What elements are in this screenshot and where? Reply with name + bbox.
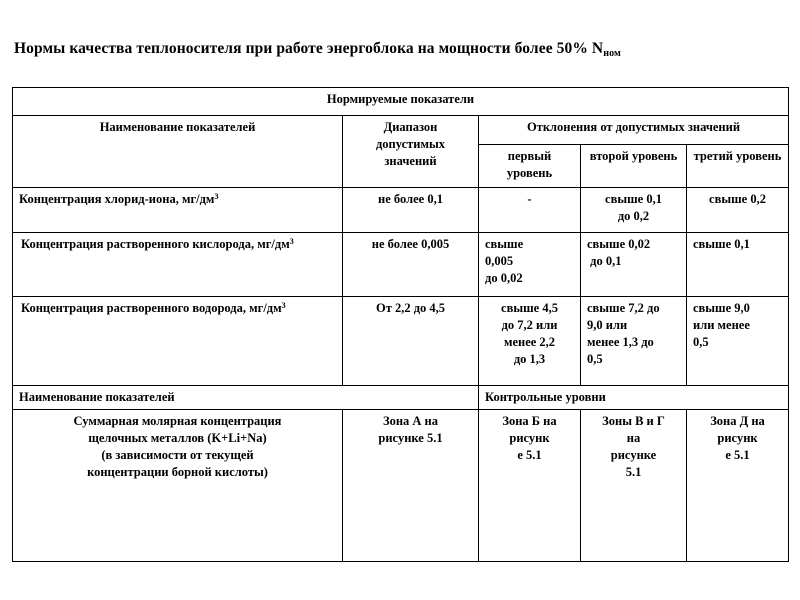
zone-a: Зона А на рисунке 5.1 <box>343 410 479 562</box>
table-row <box>13 233 789 297</box>
row-level2: свыше 0,1 до 0,2 <box>581 188 687 233</box>
zone-d: Зона Д на рисунк е 5.1 <box>687 410 789 562</box>
table-header-row <box>13 386 789 410</box>
table-row <box>13 188 789 233</box>
col-header-control: Контрольные уровни <box>479 386 789 410</box>
row-level1: - <box>479 188 581 233</box>
zone-b: Зона Б на рисунк е 5.1 <box>479 410 581 562</box>
row-level3: свыше 9,0 или менее 0,5 <box>687 297 789 386</box>
table-header-row <box>13 116 789 145</box>
row-level1: свыше 4,5 до 7,2 или менее 2,2 до 1,3 <box>479 297 581 386</box>
row-range: не более 0,1 <box>343 188 479 233</box>
row-name: Концентрация растворенного водорода, $мг/дм^3$ <box>13 297 343 386</box>
col-header-deviations: Отклонения от допустимых значений <box>479 116 789 145</box>
col-header-level1: первый уровень <box>479 145 581 188</box>
row-range: не более 0,005 <box>343 233 479 297</box>
row-level1: свыше 0,005 до 0,02 <box>479 233 581 297</box>
title-subscript: ном <box>603 48 621 59</box>
row-name: Концентрация хлорид-иона, $мг/дм^3$ <box>13 188 343 233</box>
row-name-alkali: Суммарная молярная концентрация щелочных металлов (K+Li+Na) (в зависимости от текущей концентрации борной кислоты) <box>13 410 343 562</box>
row-name: Концентрация растворенного кислорода, $мг/дм^3$ <box>13 233 343 297</box>
zone-vg: Зоны В и Г на рисунке 5.1 <box>581 410 687 562</box>
page-title: Нормы качества теплоносителя при работе энергоблока на мощности более 50% $N_{ном}$ <box>14 40 621 59</box>
row-level3: свыше 0,2 <box>687 188 789 233</box>
header-main: Нормируемые показатели <box>13 88 789 116</box>
row-level2: свыше 0,02 до 0,1 <box>581 233 687 297</box>
col-header-level3: третий уровень <box>687 145 789 188</box>
row-level3: свыше 0,1 <box>687 233 789 297</box>
col-header-range: Диапазон допустимых значений <box>343 116 479 188</box>
table-header-row <box>13 88 789 116</box>
col-header-level2: второй уровень <box>581 145 687 188</box>
col-header-name2: Наименование показателей <box>13 386 479 410</box>
row-range: От 2,2 до 4,5 <box>343 297 479 386</box>
table-row <box>13 410 789 562</box>
table-row <box>13 297 789 386</box>
col-header-name: Наименование показателей <box>13 116 343 188</box>
row-level2: свыше 7,2 до 9,0 или менее 1,3 до 0,5 <box>581 297 687 386</box>
norms-table <box>12 87 789 562</box>
